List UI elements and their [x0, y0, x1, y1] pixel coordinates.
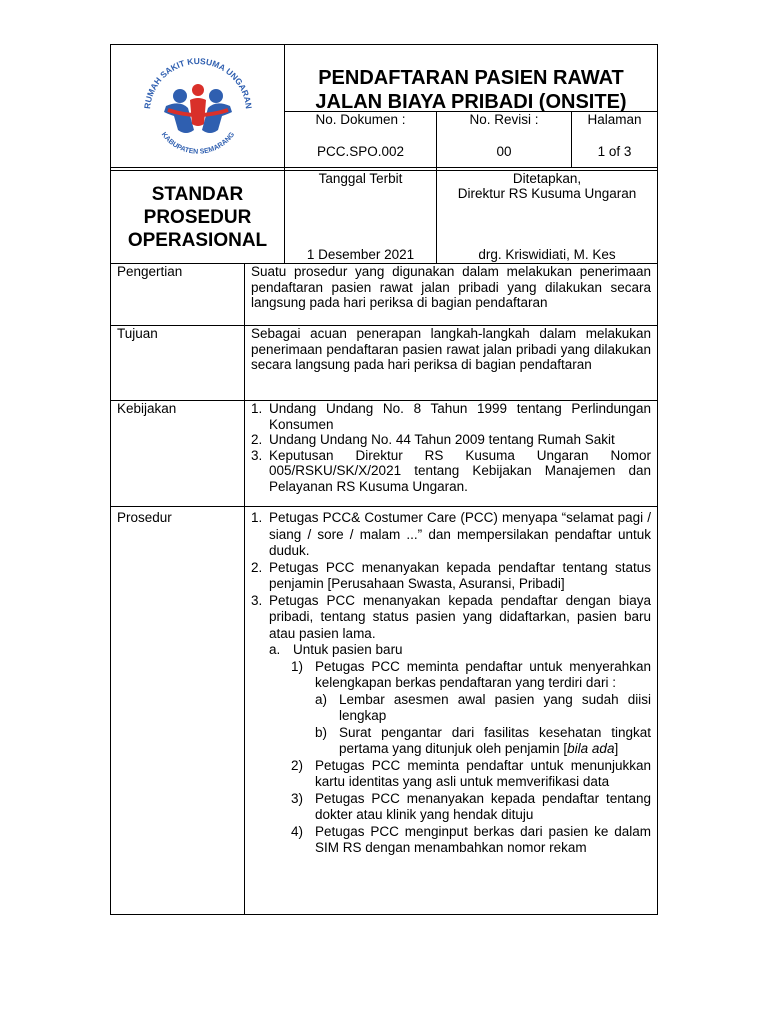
no-dokumen-label: No. Dokumen : [315, 112, 406, 127]
list-item: a. Untuk pasien baru 1) Petugas PCC meminta pendaftar untuk menyerahkan kelengkapan berkas pendaftaran yang terdiri dari : a) Lembar asesmen awal pasien yang sudah diisi lengkap b) Surat pengantar dari fasilitas kesehatan tingkat pertama yang ditunjuk oleh penjamin [bila ada] 2) Petugas PCC meminta pendaftar untuk menunjukkan kartu identitas yang asli untuk memverifikasi data 3) Petugas PCC menanyakan kepada pendaftar tentang dokter atau klinik yang hendak dituju 4) Petugas PCC menginput berkas dari pasien ke dalam SIM RS dengan menambahkan nomor rekam [269, 642, 651, 855]
no-revisi-label: No. Revisi : [469, 112, 539, 127]
list-item: 2. Undang Undang No. 44 Tahun 2009 tentang Rumah Sakit [251, 432, 615, 447]
list-item: 4) Petugas PCC menginput berkas dari pasien ke dalam SIM RS dengan menambahkan nomor rekam [291, 823, 651, 855]
tujuan-label: Tujuan [117, 326, 158, 341]
tanggal-terbit-label: Tanggal Terbit [318, 171, 403, 186]
kebijakan-list [245, 401, 651, 494]
logo-ring-text-bottom: KABUPATEN SEMARANG [159, 131, 237, 156]
no-dokumen-value: PCC.SPO.002 [316, 144, 405, 159]
list-item: 1. Undang Undang No. 8 Tahun 1999 tentang Perlindungan Konsumen [251, 401, 651, 432]
list-item: 3. Petugas PCC menanyakan kepada pendaftar dengan biaya pribadi, tentang status pasien yang didaftarkan, pasien baru atau pasien lama. a. Untuk pasien baru 1) Petugas PCC meminta pendaftar untuk menyerahkan kelengkapan berkas pendaftaran yang terdiri dari : a) Lembar asesmen awal pasien yang sudah diisi lengkap b) Surat pengantar dari fasilitas kesehatan tingkat pertama yang ditunjuk oleh penjamin [bila ada] 2) Petugas PCC meminta pendaftar untuk menunjukkan kartu identitas yang asli untuk memverifikasi data 3) Petugas PCC menanyakan kepada pendaftar tentang dokter atau klinik yang hendak dituju 4) Petugas PCC menginput berkas dari pasien ke dalam SIM RS dengan menambahkan nomor rekam [245, 593, 651, 857]
kebijakan-label: Kebijakan [117, 401, 177, 416]
list-item: 3) Petugas PCC menanyakan kepada pendaftar tentang dokter atau klinik yang hendak dituju [291, 790, 651, 822]
list-item: 1) Petugas PCC meminta pendaftar untuk menyerahkan kelengkapan berkas pendaftaran yang terdiri dari : a) Lembar asesmen awal pasien yang sudah diisi lengkap b) Surat pengantar dari fasilitas kesehatan tingkat pertama yang ditunjuk oleh penjamin [bila ada] [291, 658, 651, 756]
pasien-baru-steps [291, 659, 651, 857]
svg-text:KABUPATEN SEMARANG [160, 131, 237, 156]
prosedur-list [245, 510, 651, 857]
list-item: 1. Petugas PCC& Costumer Care (PCC) menyapa “selamat pagi / siang / sore / malam ...” dan mempersilakan pendaftar untuk duduk. [251, 510, 651, 558]
spo-line3: OPERASIONAL [127, 230, 268, 251]
tanggal-terbit-value: 1 Desember 2021 [306, 247, 415, 262]
halaman-label: Halaman [587, 112, 642, 127]
spo-line1: STANDAR [151, 184, 244, 205]
berkas-list [315, 692, 651, 758]
halaman-value: 1 of 3 [597, 144, 632, 159]
signatory-name: drg. Kriswidiati, M. Kes [478, 247, 616, 262]
list-item: a) Lembar asesmen awal pasien yang sudah diisi lengkap [315, 691, 651, 723]
list-item: 3. Keputusan Direktur RS Kusuma Ungaran Nomor 005/RSKU/SK/X/2021 tentang Kebijakan Manajemen dan Pelayanan RS Kusuma Ungaran. [251, 447, 651, 494]
list-item: b) Surat pengantar dari fasilitas kesehatan tingkat pertama yang ditunjuk oleh penjamin [bila ada] [315, 724, 651, 756]
tujuan-text: Sebagai acuan penerapan langkah-langkah dalam melakukan penerimaan pendaftaran pasien rawat jalan pribadi yang dilakukan secara langsung pada hari periksa di bagian pendaftaran [251, 326, 651, 372]
prosedur-sub-list [269, 642, 651, 857]
direktur-label: Direktur RS Kusuma Ungaran [457, 186, 637, 201]
no-revisi-value: 00 [496, 144, 512, 159]
doc-title-line2: JALAN BIAYA PRIBADI (ONSITE) [315, 91, 627, 113]
hospital-logo [128, 50, 268, 162]
doc-title-line1: PENDAFTARAN PASIEN RAWAT [318, 67, 624, 89]
list-item: 2. Petugas PCC menanyakan kepada pendaftar tentang status penjamin [Perusahaan Swasta, Asuransi, Pribadi] [251, 559, 651, 591]
list-item: 2) Petugas PCC meminta pendaftar untuk menunjukkan kartu identitas yang asli untuk memverifikasi data [291, 757, 651, 789]
ditetapkan-label: Ditetapkan, [512, 171, 582, 186]
prosedur-label: Prosedur [117, 510, 172, 525]
pengertian-text: Suatu prosedur yang digunakan dalam melakukan penerimaan pendaftaran pasien rawat jalan pribadi yang dilakukan secara langsung pada hari periksa di bagian pendaftaran [251, 264, 651, 310]
pengertian-label: Pengertian [117, 264, 183, 279]
logo-ring-text-top: RUMAH SAKIT KUSUMA UNGARAN [142, 55, 254, 110]
spo-line2: PROSEDUR [143, 207, 252, 228]
